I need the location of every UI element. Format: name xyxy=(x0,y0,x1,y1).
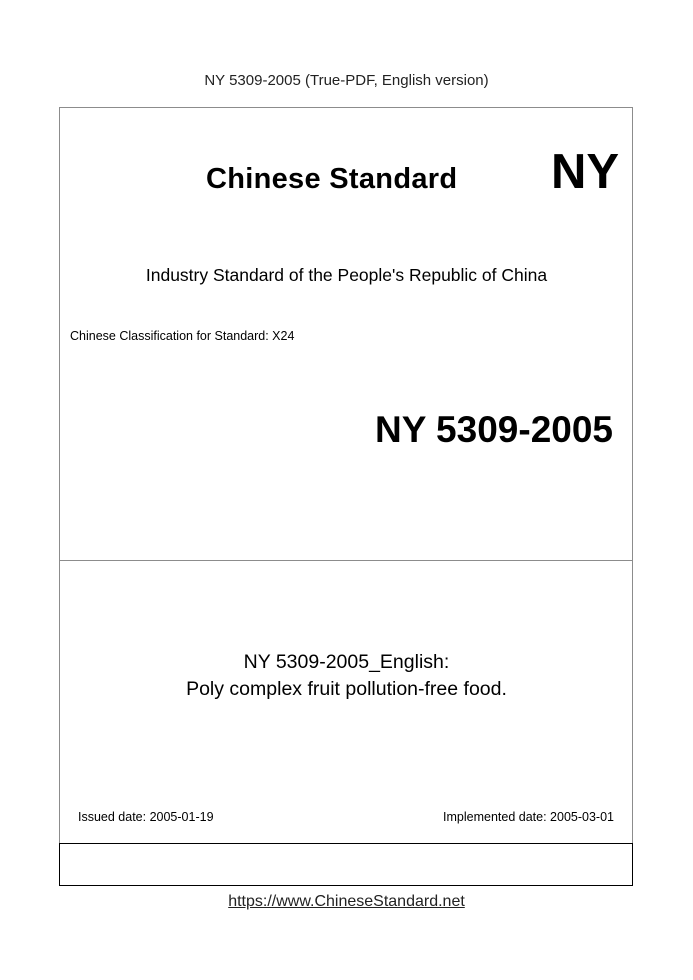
document-header-title: NY 5309-2005 (True-PDF, English version) xyxy=(204,72,489,89)
issued-date: Issued date: 2005-01-19 xyxy=(78,810,214,824)
standard-code-mark: NY xyxy=(551,145,620,199)
industry-standard-line: Industry Standard of the People's Republic of China xyxy=(145,265,548,285)
footer xyxy=(0,893,693,911)
standard-number: NY 5309-2005 xyxy=(375,409,613,450)
classification-line: Chinese Classification for Standard: X24 xyxy=(70,329,295,343)
implemented-date: Implemented date: 2005-03-01 xyxy=(443,810,614,824)
cover-title-panel xyxy=(59,560,633,843)
cover-bottom-panel xyxy=(59,843,633,886)
website-link[interactable]: https://www.ChineseStandard.net xyxy=(228,893,465,910)
document-title-line-2: Poly complex fruit pollution-free food. xyxy=(186,678,507,700)
document-title-line-1: NY 5309-2005_English: xyxy=(243,651,450,673)
chinese-standard-label: Chinese Standard xyxy=(206,163,458,195)
